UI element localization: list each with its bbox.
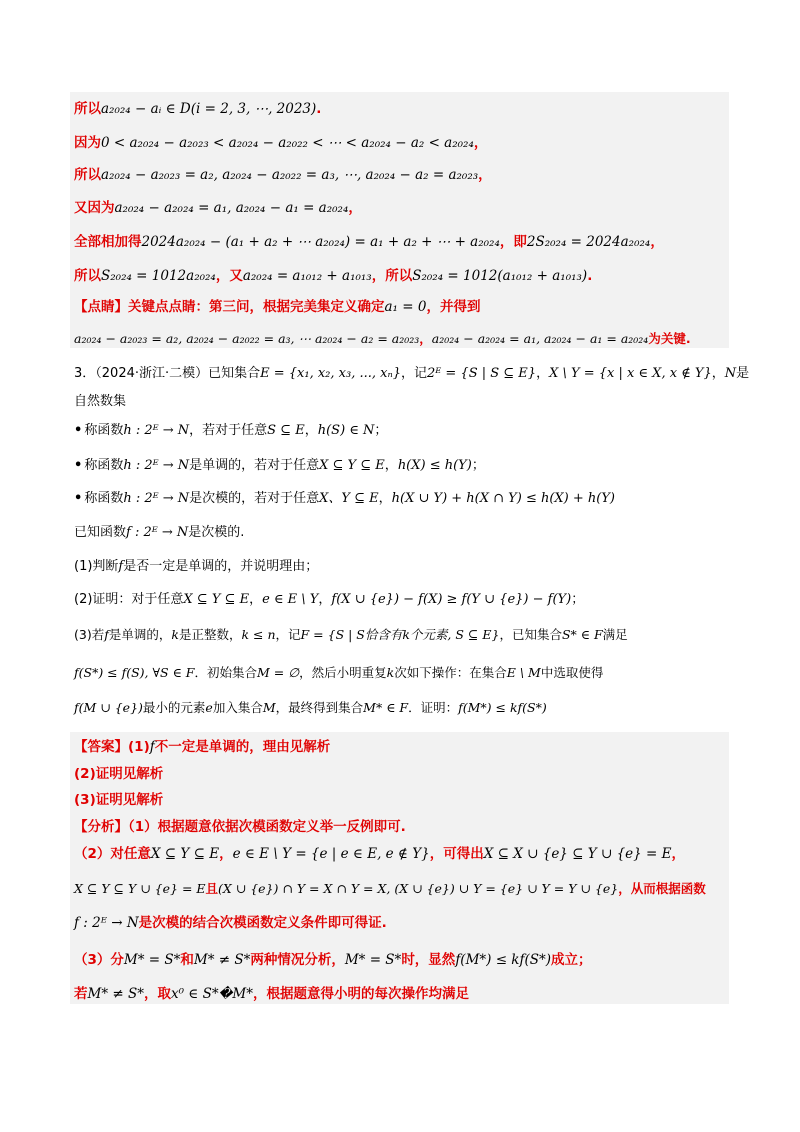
solution-line-5: 全部相加得2024a₂₀₂₄ − (a₁ + a₂ + ⋯ a₂₀₂₄) = a₁ + a₂ + ⋯ + a₂₀₂₄，即2S₂₀₂₄ = 2024a₂₀₂₄， [74, 234, 664, 250]
bullet-definition-2: • 称函数h : 2ᴱ → N是单调的，若对于任意X ⊆ Y ⊆ E，h(X) ≤ h(Y)； [74, 458, 485, 473]
problem-line-2: 自然数集 [74, 394, 127, 409]
answer-3: (3)证明见解析 [74, 792, 164, 808]
question-1: (1)判断f是否一定是单调的，并说明理由； [74, 559, 319, 574]
question-2: (2)证明：对于任意X ⊆ Y ⊆ E，e ∈ E \ Y，f(X ∪ {e}) − f(X) ≥ f(Y ∪ {e}) − f(Y)； [74, 592, 585, 607]
problem-line-1: 3．（2024·浙江·二模）已知集合E = {x₁, x₂, x₃, ..., xₙ}，记2ᴱ = {S | S ⊆ E}，X \ Y = {x | x ∈ X, x ∉ Y}，N是 [74, 366, 750, 381]
bullet-definition-1: • 称函数h : 2ᴱ → N，若对于任意S ⊆ E，h(S) ∈ N； [74, 423, 388, 438]
answer-1: 【答案】(1)f不一定是单调的，理由见解析 [74, 739, 331, 755]
solution-line-3: 所以a₂₀₂₄ − a₂₀₂₃ = a₂, a₂₀₂₄ − a₂₀₂₂ = a₃, ⋯, a₂₀₂₄ − a₂ = a₂₀₂₃， [74, 167, 492, 183]
solution-line-4: 又因为a₂₀₂₄ − a₂₀₂₄ = a₁, a₂₀₂₄ − a₁ = a₂₀₂₄， [74, 200, 362, 216]
solution-line-2: 因为0 < a₂₀₂₄ − a₂₀₂₃ < a₂₀₂₄ − a₂₀₂₂ < ⋯ < a₂₀₂₄ − a₂ < a₂₀₂₄， [74, 135, 488, 151]
question-3-line-1: (3)若f是单调的，k是正整数，k ≤ n，记F = {S | S恰含有k个元素, S ⊆ E}，已知集合S* ∈ F满足 [74, 627, 628, 642]
bullet-icon: • [74, 491, 83, 506]
analysis-3: X ⊆ Y ⊆ Y ∪ {e} = E且(X ∪ {e}) ∩ Y = X ∩ Y = X, (X ∪ {e}) ∪ Y = {e} ∪ Y = Y ∪ {e}，从而根据函数 [74, 881, 706, 896]
answer-2: (2)证明见解析 [74, 766, 164, 782]
analysis-1: 【分析】（1）根据题意依据次模函数定义举一反例即可. [74, 819, 406, 835]
bullet-definition-3: • 称函数h : 2ᴱ → N是次模的，若对于任意X、Y ⊆ E，h(X ∪ Y) + h(X ∩ Y) ≤ h(X) + h(Y) [74, 491, 616, 506]
analysis-2: （2）对任意X ⊆ Y ⊆ E，e ∈ E \ Y = {e | e ∈ E, e ∉ Y}，可得出X ⊆ X ∪ {e} ⊆ Y ∪ {e} = E， [74, 846, 686, 862]
problem-given: 已知函数f : 2ᴱ → N是次模的. [74, 525, 245, 540]
analysis-5: （3）分M* = S*和M* ≠ S*两种情况分析，M* = S*时，显然f(M*) ≤ kf(S*)成立； [74, 952, 592, 968]
dianjing-line-2: a₂₀₂₄ − a₂₀₂₃ = a₂, a₂₀₂₄ − a₂₀₂₂ = a₃, ⋯ a₂₀₂₄ − a₂ = a₂₀₂₃，a₂₀₂₄ − a₂₀₂₄ = a₁, a₂₀₂₄ − a₁ = a₂₀₂₄为关键. [74, 331, 691, 346]
solution-line-1: 所以a₂₀₂₄ − aᵢ ∈ D(i = 2, 3, ⋯, 2023). [74, 101, 322, 117]
dianjing-line-1: 【点睛】关键点点睛：第三问，根据完美集定义确定a₁ = 0，并得到 [74, 299, 481, 315]
solution-line-6: 所以S₂₀₂₄ = 1012a₂₀₂₄，又a₂₀₂₄ = a₁₀₁₂ + a₁₀₁₃，所以S₂₀₂₄ = 1012(a₁₀₁₂ + a₁₀₁₃). [74, 268, 593, 284]
question-3-line-2: f(S*) ≤ f(S), ∀S ∈ F．初始集合M = ∅，然后小明重复k次如下操作：在集合E \ M中选取使得 [74, 665, 604, 680]
bullet-icon: • [74, 423, 83, 438]
bullet-icon: • [74, 458, 83, 473]
analysis-4: f : 2ᴱ → N是次模的结合次模函数定义条件即可得证. [74, 915, 387, 931]
question-3-line-3: f(M ∪ {e})最小的元素e加入集合M，最终得到集合M* ∈ F．证明：f(M*) ≤ kf(S*) [74, 700, 547, 715]
analysis-6: 若M* ≠ S*，取x⁰ ∈ S*�M*，根据题意得小明的每次操作均满足 [74, 986, 469, 1002]
